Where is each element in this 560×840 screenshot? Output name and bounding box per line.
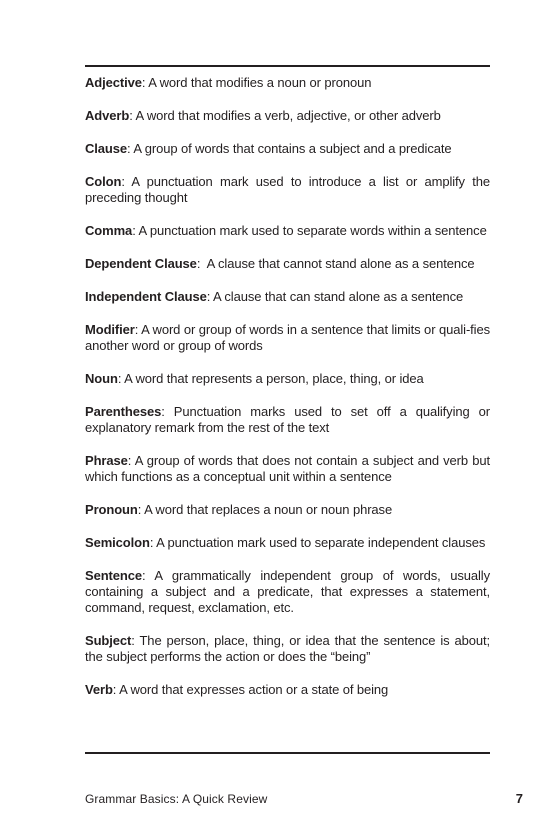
glossary-entry-colon (85, 174, 490, 206)
term-separator: : (161, 404, 174, 419)
glossary-entry-modifier (85, 322, 490, 354)
glossary-entry-pronoun (85, 502, 490, 518)
term-separator: : (127, 453, 135, 468)
glossary-entry-subject (85, 633, 490, 665)
bottom-divider (85, 752, 490, 754)
top-divider (85, 65, 490, 67)
glossary-definition: A word or group of words in a sentence that limits or quali-fies another word or group of words (85, 322, 490, 353)
term-separator: : (131, 633, 140, 648)
term-separator: : (121, 174, 132, 189)
glossary-entry-clause (85, 141, 490, 157)
glossary-definition: A punctuation mark used to separate words within a sentence (138, 223, 487, 238)
glossary-entry-sentence (85, 568, 490, 616)
glossary-term: Parentheses (85, 404, 162, 419)
glossary-definition: A word that replaces a noun or noun phrase (144, 502, 393, 517)
glossary-entry-adverb (85, 108, 490, 124)
glossary-term: Colon (85, 174, 122, 189)
glossary-entry-comma (85, 223, 490, 239)
term-separator: : (127, 141, 134, 156)
glossary-definition: A word that modifies a noun or pronoun (148, 75, 372, 90)
glossary-term: Verb (85, 682, 113, 697)
glossary-entry-phrase (85, 453, 490, 485)
glossary-entry-semicolon (85, 535, 490, 551)
term-separator: : (117, 371, 125, 386)
glossary-definition: The person, place, thing, or idea that the sentence is about; the subject performs the action or does the “being” (85, 633, 490, 664)
glossary-definition: A word that modifies a verb, adjective, or other adverb (135, 108, 441, 123)
glossary-entry-parentheses (85, 404, 490, 436)
glossary-definition: A word that represents a person, place, thing, or idea (124, 371, 424, 386)
term-separator: : (112, 682, 120, 697)
term-separator: : (149, 535, 157, 550)
glossary-list (85, 75, 490, 715)
running-footer-title: Grammar Basics: A Quick Review (85, 792, 268, 806)
glossary-term: Semicolon (85, 535, 150, 550)
glossary-term: Subject (85, 633, 132, 648)
glossary-entry-verb (85, 682, 490, 698)
glossary-term: Modifier (85, 322, 135, 337)
glossary-term: Phrase (85, 453, 128, 468)
glossary-entry-adjective (85, 75, 490, 91)
glossary-term: Clause (85, 141, 128, 156)
glossary-term: Independent Clause (85, 289, 207, 304)
glossary-entry-independent-clause (85, 289, 490, 305)
term-separator: : (141, 75, 149, 90)
glossary-term: Comma (85, 223, 133, 238)
glossary-term: Sentence (85, 568, 143, 583)
term-separator: : (206, 289, 214, 304)
glossary-term: Adjective (85, 75, 142, 90)
term-separator: : (134, 322, 142, 337)
glossary-term: Pronoun (85, 502, 138, 517)
glossary-definition: A group of words that contains a subject and a predicate (133, 141, 452, 156)
glossary-definition: A word that expresses action or a state of being (119, 682, 389, 697)
term-separator: : (137, 502, 145, 517)
glossary-entry-dependent-clause (85, 256, 490, 272)
term-separator: : (129, 108, 136, 123)
glossary-entry-noun (85, 371, 490, 387)
glossary-term: Noun (85, 371, 118, 386)
glossary-definition: A group of words that does not contain a subject and verb but which functions as a conceptual unit within a sentence (85, 453, 490, 484)
glossary-term: Dependent Clause (85, 256, 197, 271)
glossary-term: Adverb (85, 108, 130, 123)
glossary-definition: Punctuation marks used to set off a qualifying or explanatory remark from the rest of the text (85, 404, 490, 435)
term-separator: : (142, 568, 155, 583)
glossary-definition: A grammatically independent group of words, usually containing a subject and a predicate, that expresses a statement, command, request, exclamation, etc. (85, 568, 490, 615)
term-separator: : (132, 223, 139, 238)
glossary-definition: A clause that cannot stand alone as a sentence (206, 256, 475, 271)
term-separator: : (196, 256, 207, 271)
glossary-definition: A punctuation mark used to introduce a list or amplify the preceding thought (85, 174, 490, 205)
page-number: 7 (515, 791, 523, 806)
glossary-definition: A clause that can stand alone as a sentence (213, 289, 464, 304)
glossary-definition: A punctuation mark used to separate independent clauses (156, 535, 486, 550)
